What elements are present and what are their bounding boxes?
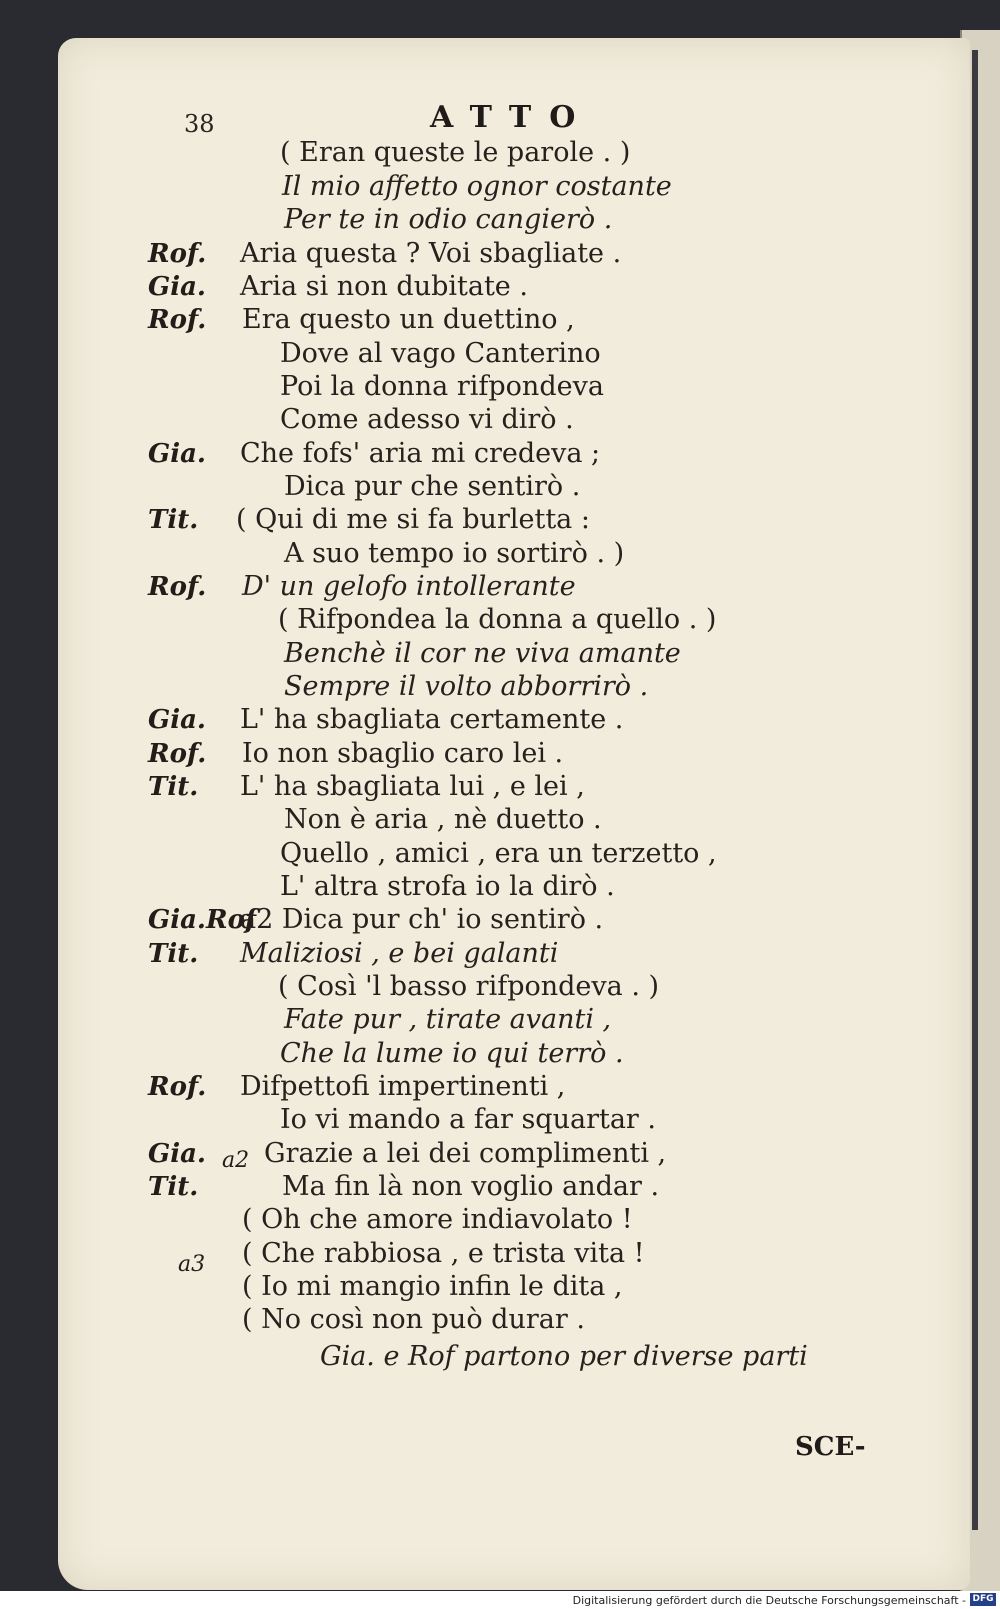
verse-line: Non è aria , nè duetto . (284, 804, 602, 835)
verse-line: Grazie a lei dei complimenti , (264, 1138, 667, 1169)
a2-marker: a2 (222, 1148, 250, 1173)
verse-line: ( Che rabbiosa , e trista vita ! (242, 1238, 645, 1269)
verse-line: Aria si non dubitate . (240, 271, 528, 302)
a3-marker: a3 (178, 1252, 206, 1277)
page-number: 38 (184, 110, 215, 138)
verse-line: A suo tempo io sortirò . ) (284, 538, 625, 569)
verse-line: L' ha sbagliata lui , e lei , (240, 771, 585, 802)
verse-line: ( Qui di me si fa burletta : (236, 504, 590, 535)
spine-edge (972, 50, 978, 1530)
speaker-label: Tit. (148, 772, 199, 802)
verse-line: Fate pur , tirate avanti , (284, 1004, 612, 1035)
verse-line: Per te in odio cangierò . (284, 204, 613, 235)
verse-line: Io non sbaglio caro lei . (242, 738, 564, 769)
catchword: SCE- (795, 1432, 866, 1462)
verse-line: Dove al vago Canterino (280, 338, 601, 369)
speaker-label: Tit. (148, 1172, 199, 1202)
verse-line: Aria questa ? Voi sbagliate . (240, 238, 622, 269)
verse-line: Era questo un duettino , (242, 304, 575, 335)
speaker-label: Tit. (148, 505, 199, 535)
verse-line: ( Rifpondea la donna a quello . ) (278, 604, 717, 635)
verse-line: L' ha sbagliata certamente . (240, 704, 624, 735)
verse-line: Difpettofi impertinenti , (240, 1071, 566, 1102)
speaker-label: Rof. (148, 739, 207, 769)
verse-line: Sempre il volto abborrirò . (284, 671, 649, 702)
speaker-label: Tit. (148, 939, 199, 969)
running-title: ATTO (430, 100, 594, 135)
verse-line: a2 Dica pur ch' io sentirò . (240, 904, 604, 935)
verse-line: Che la lume io qui terrò . (280, 1038, 624, 1069)
speaker-label: Gia. (148, 705, 206, 735)
verse-line: Quello , amici , era un terzetto , (280, 838, 717, 869)
speaker-label: Gia. (148, 439, 206, 469)
verse-line: ( Oh che amore indiavolato ! (242, 1204, 633, 1235)
verse-line: ( No così non può durar . (242, 1304, 585, 1335)
speaker-label: Rof. (148, 239, 207, 269)
speaker-label: Gia. (148, 272, 206, 302)
verse-line: Come adesso vi dirò . (280, 404, 574, 435)
digitization-credit: Digitalisierung gefördert durch die Deutsche Forschungsgemeinschaft - (572, 1594, 966, 1607)
verse-line: Benchè il cor ne viva amante (284, 638, 681, 669)
verse-line: ( Io mi mangio infin le dita , (242, 1271, 623, 1302)
speaker-label: Rof. (148, 305, 207, 335)
verse-line: Poi la donna rifpondeva (280, 371, 604, 402)
verse-line: ( Eran queste le parole . ) (280, 137, 631, 168)
verse-line: Maliziosi , e bei galanti (240, 938, 559, 969)
verse-line: Io vi mando a far squartar . (280, 1104, 656, 1135)
verse-line: Ma fin là non voglio andar . (282, 1171, 660, 1202)
dfg-logo: DFG (970, 1593, 996, 1606)
verse-line: Dica pur che sentirò . (284, 471, 581, 502)
verse-line: L' altra strofa io la dirò . (280, 871, 615, 902)
verse-line: Che fofs' aria mi credeva ; (240, 438, 601, 469)
verse-line: Il mio affetto ognor costante (282, 171, 672, 202)
speaker-label: Gia. (148, 1139, 206, 1169)
verse-line: D' un gelofo intollerante (242, 571, 576, 602)
speaker-label: Rof. (148, 1072, 207, 1102)
verse-line: ( Così 'l basso rifpondeva . ) (278, 971, 660, 1002)
verse-line: Gia. e Rof partono per diverse parti (320, 1341, 808, 1372)
speaker-label: Gia.Rof (148, 905, 257, 935)
speaker-label: Rof. (148, 572, 207, 602)
